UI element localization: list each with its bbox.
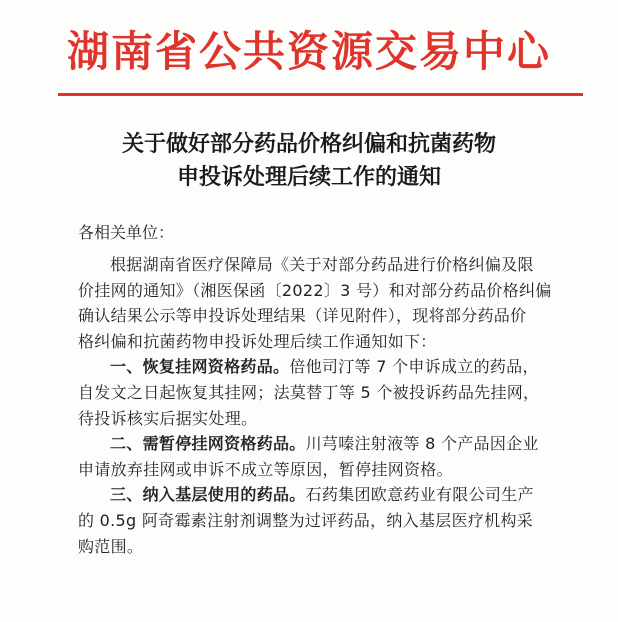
title-line-1: 关于做好部分药品价格纠偏和抗菌药物 bbox=[121, 131, 496, 157]
body-text: 川芎嗪注射液等 8 个产品因企业 bbox=[305, 434, 539, 454]
paragraph-primary-care bbox=[78, 482, 556, 559]
document-body bbox=[78, 252, 556, 559]
body-line: 根据湖南省医疗保障局《关于对部分药品进行价格纠偏及限 bbox=[110, 255, 534, 274]
section-heading: 一、恢复挂网资格药品。 bbox=[110, 357, 290, 377]
body-line bbox=[78, 431, 556, 457]
body-line bbox=[78, 482, 556, 508]
body-line: 自发文之日起恢复其挂网；法莫替丁等 5 个被投诉药品先挂网， bbox=[78, 382, 540, 402]
title-line-2: 申投诉处理后续工作的通知 bbox=[176, 164, 441, 190]
body-line: 的 0.5g 阿奇霉素注射剂调整为过评药品，纳入基层医疗机构采 bbox=[78, 510, 534, 530]
body-line: 待投诉核实后据实处理。 bbox=[78, 408, 258, 428]
paragraph-intro bbox=[78, 252, 556, 354]
section-heading: 二、需暂停挂网资格药品。 bbox=[110, 434, 306, 454]
org-header: 湖南省公共资源交易中心 bbox=[66, 27, 551, 76]
body-line: 格纠偏和抗菌药物申投诉处理后续工作通知如下： bbox=[78, 331, 437, 351]
section-heading: 三、纳入基层使用的药品。 bbox=[110, 485, 306, 505]
body-line: 确认结果公示等申投诉处理结果（详见附件），现将部分药品价 bbox=[78, 306, 527, 326]
body-line: 申请放弃挂网或申诉不成立等原因，暂停挂网资格。 bbox=[78, 459, 453, 479]
body-line: 价挂网的通知》（湘医保函〔2022〕3 号）和对部分药品价格纠偏 bbox=[78, 280, 552, 300]
body-line bbox=[78, 354, 556, 380]
paragraph-suspend bbox=[78, 431, 556, 482]
body-text: 石药集团欧意药业有限公司生产 bbox=[305, 485, 534, 505]
document-title bbox=[0, 128, 618, 194]
body-line: 购范围。 bbox=[78, 536, 144, 556]
header-rule bbox=[58, 93, 583, 96]
paragraph-restore bbox=[78, 354, 556, 431]
body-text: 倍他司汀等 7 个申诉成立的药品， bbox=[289, 357, 539, 377]
salutation: 各相关单位： bbox=[78, 223, 175, 242]
